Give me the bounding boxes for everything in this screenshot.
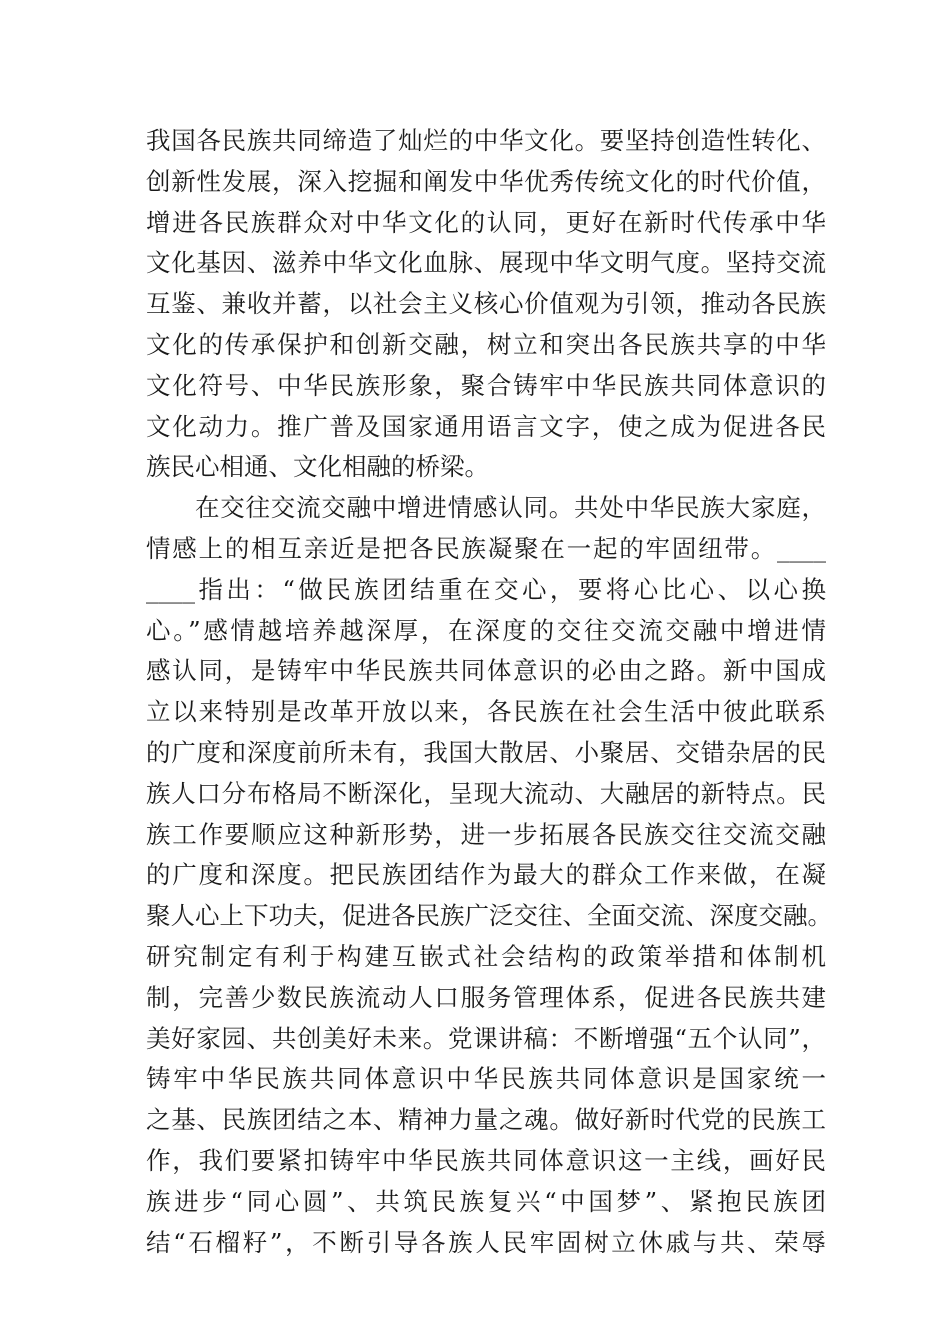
text-line: 聚人心上下功夫，促进各民族广泛交往、全面交流、深度交融。 xyxy=(146,901,832,931)
text-line: 结“石榴籽”，不断引导各族人民牢固树立休戚与共、荣辱 xyxy=(146,1227,826,1257)
text-line: 立以来特别是改革开放以来，各民族在社会生活中彼此联系 xyxy=(146,697,826,727)
paragraph-start-line: 在交往交流交融中增进情感认同。共处中华民族大家庭， xyxy=(195,493,826,523)
text-line: 作，我们要紧扣铸牢中华民族共同体意识这一主线，画好民 xyxy=(146,1145,826,1175)
text-line: 文化的传承保护和创新交融，树立和突出各民族共享的中华 xyxy=(146,329,826,359)
text-line: 我国各民族共同缔造了灿烂的中华文化。要坚持创造性转化、 xyxy=(146,126,826,155)
paragraph-end-line: 族民心相通、文化相融的桥梁。 xyxy=(146,452,489,482)
text-line: 文化符号、中华民族形象，聚合铸牢中华民族共同体意识的 xyxy=(146,370,826,400)
text-line: 互鉴、兼收并蓄，以社会主义核心价值观为引领，推动各民族 xyxy=(146,289,826,319)
text-line: 的广度和深度前所未有，我国大散居、小聚居、交错杂居的民 xyxy=(146,737,826,767)
text-line: 族人口分布格局不断深化，呈现大流动、大融居的新特点。民 xyxy=(146,778,826,808)
text-line: 文化基因、滋养中华文化血脉、展现中华文明气度。坚持交流 xyxy=(146,248,826,278)
text-line: 文化动力。推广普及国家通用语言文字，使之成为促进各民 xyxy=(146,411,826,441)
text-line: 感认同，是铸牢中华民族共同体意识的必由之路。新中国成 xyxy=(146,656,826,686)
text-line: ____指出：“做民族团结重在交心，要将心比心、以心换 xyxy=(146,574,826,604)
text-line: 族进步“同心圆”、共筑民族复兴“中国梦”、紧抱民族团 xyxy=(146,1186,826,1216)
text-line: 制，完善少数民族流动人口服务管理体系，促进各民族共建 xyxy=(146,982,826,1012)
text-line: 的广度和深度。把民族团结作为最大的群众工作来做，在凝 xyxy=(146,860,826,890)
text-line: 创新性发展，深入挖掘和阐发中华优秀传统文化的时代价值， xyxy=(146,166,826,196)
text-line: 铸牢中华民族共同体意识中华民族共同体意识是国家统一 xyxy=(146,1064,826,1094)
text-line: 族工作要顺应这种新形势，进一步拓展各民族交往交流交融 xyxy=(146,819,826,849)
text-line: 美好家园、共创美好未来。党课讲稿：不断增强“五个认同”， xyxy=(146,1023,826,1053)
text-line: 情感上的相互亲近是把各民族凝聚在一起的牢固纽带。____ xyxy=(146,533,826,563)
text-line: 之基、民族团结之本、精神力量之魂。做好新时代党的民族工 xyxy=(146,1105,826,1135)
text-line: 增进各民族群众对中华文化的认同，更好在新时代传承中华 xyxy=(146,207,826,237)
body-text xyxy=(146,121,832,1263)
text-line: 心。”感情越培养越深厚，在深度的交往交流交融中增进情 xyxy=(146,615,826,645)
text-line: 研究制定有利于构建互嵌式社会结构的政策举措和体制机 xyxy=(146,941,826,971)
